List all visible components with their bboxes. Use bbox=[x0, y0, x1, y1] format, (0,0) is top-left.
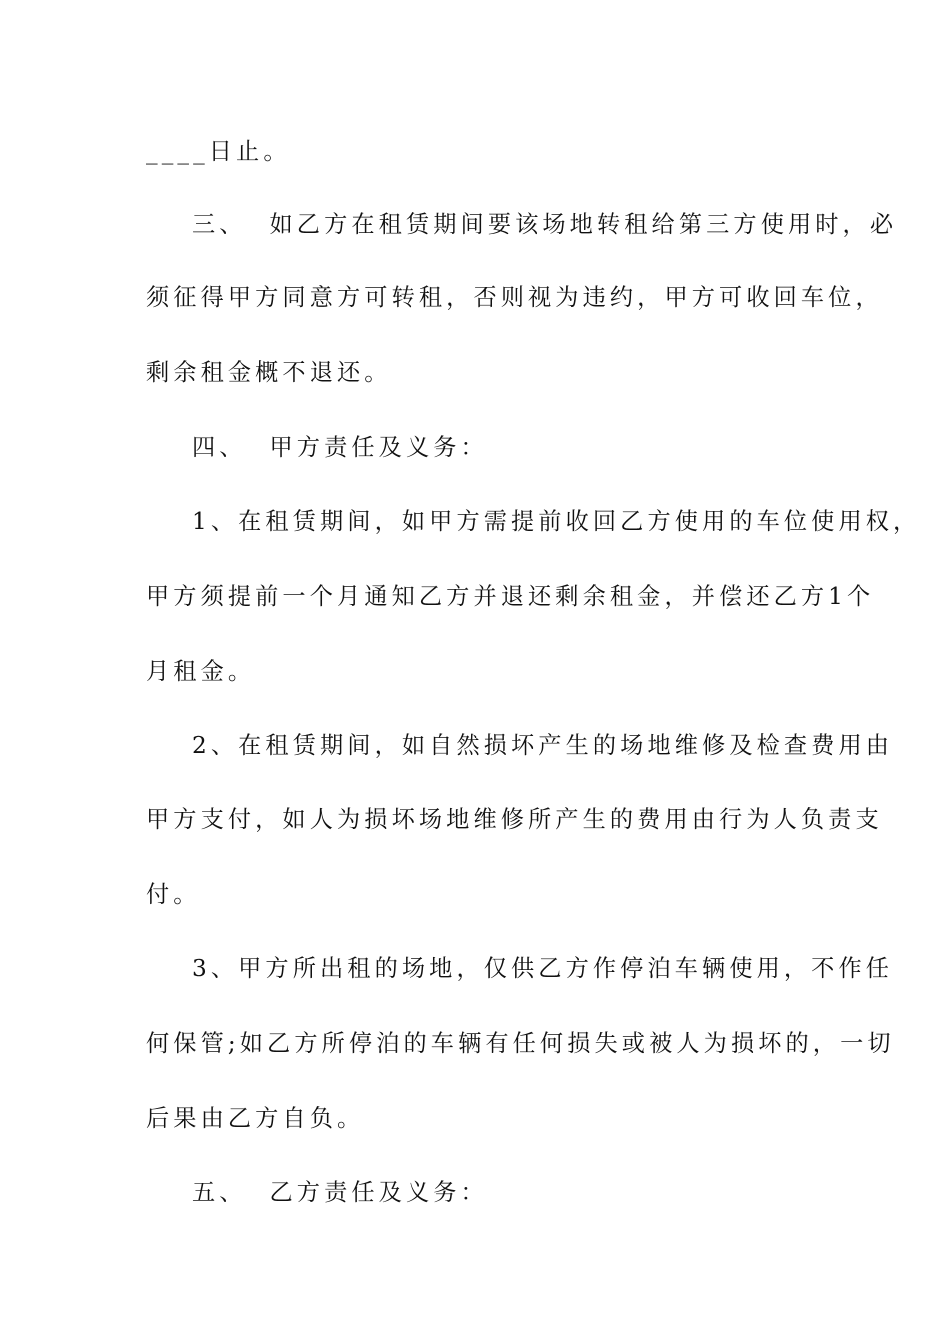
clause-3-heading: 三、 如乙方在租赁期间要该场地转租给第三方使用时，必 bbox=[192, 211, 898, 238]
text-line-end-date: ____日止。 bbox=[146, 138, 291, 165]
clause-4-item-3-line-2: 何保管;如乙方所停泊的车辆有任何损失或被人为损坏的，一切 bbox=[146, 1030, 895, 1057]
clause-3-line-2: 须征得甲方同意方可转租，否则视为违约，甲方可收回车位， bbox=[146, 284, 883, 311]
clause-4-item-2-line-3: 付。 bbox=[146, 881, 201, 908]
clause-5-heading: 五、 乙方责任及义务： bbox=[192, 1179, 488, 1206]
clause-4-item-1-line-1: 1、在租赁期间，如甲方需提前收回乙方使用的车位使用权， bbox=[192, 508, 921, 535]
clause-4-item-3-line-3: 后果由乙方自负。 bbox=[146, 1105, 365, 1132]
clause-4-item-1-line-3: 月租金。 bbox=[146, 658, 256, 685]
clause-4-item-3-line-1: 3、甲方所出租的场地，仅供乙方作停泊车辆使用，不作任 bbox=[192, 955, 894, 982]
clause-4-item-1-line-2: 甲方须提前一个月通知乙方并退还剩余租金，并偿还乙方1个 bbox=[146, 583, 875, 610]
clause-4-item-2-line-1: 2、在租赁期间，如自然损坏产生的场地维修及检查费用由 bbox=[192, 732, 894, 759]
clause-3-line-3: 剩余租金概不退还。 bbox=[146, 359, 392, 386]
clause-4-heading: 四、 甲方责任及义务： bbox=[192, 434, 488, 461]
clause-4-item-2-line-2: 甲方支付，如人为损坏场地维修所产生的费用由行为人负责支 bbox=[146, 806, 883, 833]
